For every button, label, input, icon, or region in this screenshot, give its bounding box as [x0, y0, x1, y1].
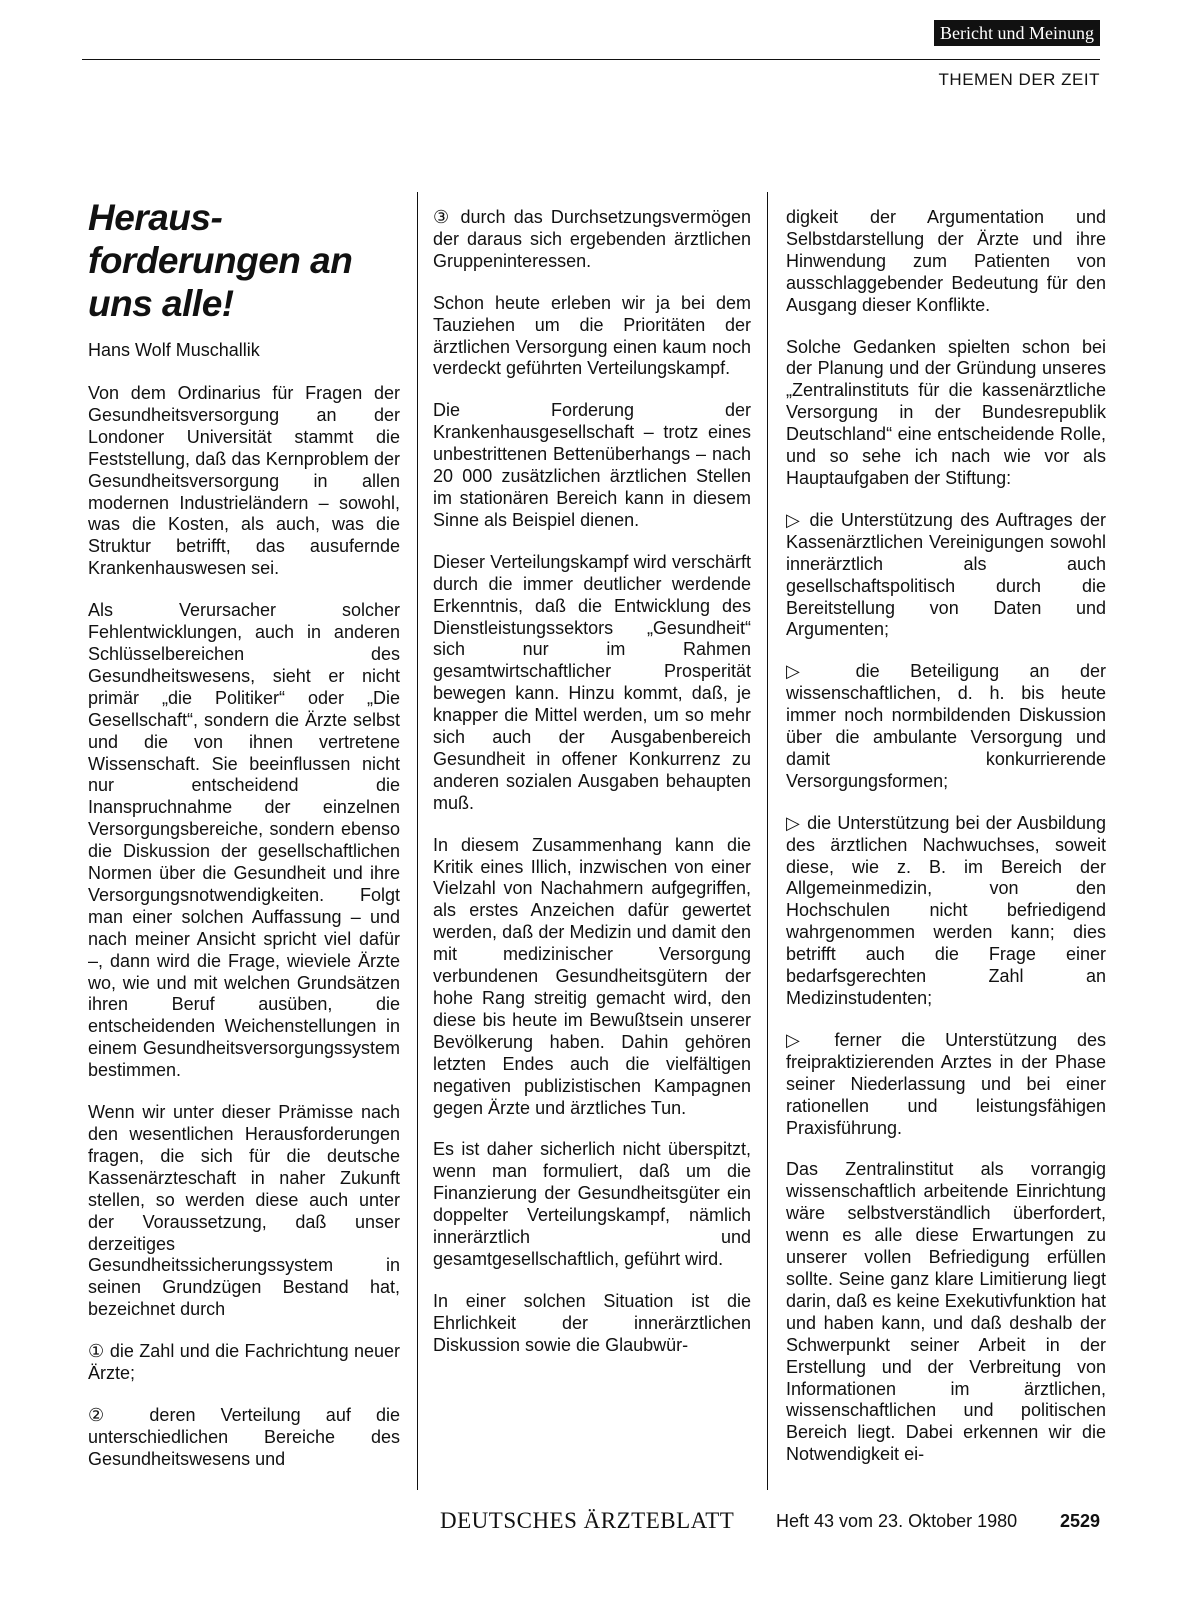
list-item: ▷ die Beteiligung an der wissenschaftlichen, d. h. bis heute immer noch normbildenden Diskussion über die ambulante Versorgung und damit konkurrierende Versorgungsformen;	[786, 661, 1106, 791]
page-footer	[440, 1508, 1100, 1536]
list-item: ▷ ferner die Unterstützung des freipraktizierenden Arztes in der Phase seiner Niederlassung und bei einer rationellen und leistungsfähigen Praxisführung.	[786, 1029, 1106, 1138]
issue-info: Heft 43 vom 23. Oktober 1980	[776, 1511, 1018, 1531]
paragraph: Dieser Verteilungskampf wird verschärft durch die immer deutlicher werdende Erkenntnis, daß die Entwicklung des Dienstleistungssektors „Gesundheit“ sich nur im Rahmen gesamtwirtschaftlicher Prosperität bewegen kann. Hinzu kommt, daß, je knapper die Mittel werden, um so mehr sich auch der Ausgabenbereich Gesundheit in offener Konkurrenz zu anderen sozialen Ausgaben behaupten muß.	[433, 551, 751, 813]
paragraph: Die Forderung der Krankenhausgesellschaft – trotz eines unbestrittenen Bettenüberhangs – nach 20 000 zusätzlichen ärztlichen Stellen im stationären Bereich kann in diesem Sinne als Beispiel dienen.	[433, 400, 751, 530]
text-column-3	[786, 207, 1106, 1486]
paragraph: Solche Gedanken spielten schon bei der Planung und der Gründung unseres „Zentralinstituts für die kassenärztliche Versorgung in der Bundesrepublik Deutschland“ eine entscheidende Rolle, und so sehe ich nach wie vor als Hauptaufgaben der Stiftung:	[786, 336, 1106, 488]
list-item: ▷ die Unterstützung des Auftrages der Kassenärztlichen Vereinigungen sowohl innerärztlich als auch gesellschaftspolitisch durch die Bereitstellung von Daten und Argumenten;	[786, 509, 1106, 640]
list-item: ② deren Verteilung auf die unterschiedlichen Bereiche des Gesundheitswesens und	[88, 1404, 400, 1469]
journal-name: DEUTSCHES ÄRZTEBLATT	[440, 1508, 735, 1533]
list-item: ③ durch das Durchsetzungsvermögen der daraus sich ergebenden ärztlichen Gruppeninteressen.	[433, 207, 751, 271]
column-divider	[417, 192, 418, 1490]
page-number: 2529	[1059, 1511, 1100, 1531]
column-divider	[767, 192, 768, 1490]
paragraph: In diesem Zusammenhang kann die Kritik eines Illich, inzwischen von einer Vielzahl von Nachahmern aufgegriffen, als erstes Anzeichen dafür gewertet werden, daß der Medizin und damit den mit medizinischer Versorgung verbundenen Gesundheitsgütern der hohe Rang streitig gemacht wird, den diese bis heute im Bewußtsein unserer Bevölkerung haben. Dahin gehören letzten Endes auch die vielfältigen negativen publizistischen Kampagnen gegen Ärzte und ärztliches Tun.	[433, 834, 751, 1118]
article-title: Heraus- forderungen an uns alle!	[88, 197, 353, 324]
paragraph: Das Zentralinstitut als vorrangig wissenschaftlich arbeitende Einrichtung wäre selbstverständlich überfordert, wenn es alle diese Erwartungen zu unserer vollen Befriedigung erfüllen sollte. Seine ganz klare Limitierung liegt darin, daß es keine Exekutivfunktion hat und haben kann, und daß deshalb der Schwerpunkt seiner Arbeit in der Erstellung und der Verbreitung von Informationen im ärztlichen, wissenschaftlichen und politischen Bereich liegt. Dabei erkennen wir die Notwendigkeit ei-	[786, 1159, 1106, 1465]
list-item: ▷ die Unterstützung bei der Ausbildung des ärztlichen Nachwuchses, soweit diese, wie z. B. im Bereich der Allgemeinmedizin, von den Hochschulen nicht befriedigend wahrgenommen werden kann; dies betrifft auch die Frage einer bedarfsgerechten Zahl an Medizinstudenten;	[786, 812, 1106, 1008]
section-label: THEMEN DER ZEIT	[938, 70, 1100, 89]
text-column-1	[88, 383, 400, 1491]
section-badge: Bericht und Meinung	[934, 20, 1100, 46]
paragraph: Es ist daher sicherlich nicht überspitzt, wenn man formuliert, daß um die Finanzierung der Gesundheitsgüter ein doppelter Verteilungskampf, nämlich innerärztlich und gesamtgesellschaftlich, geführt wird.	[433, 1139, 751, 1269]
paragraph: Schon heute erleben wir ja bei dem Tauziehen um die Prioritäten der ärztlichen Versorgung einen kaum noch verdeckt geführten Verteilungskampf.	[433, 292, 751, 379]
paragraph: Als Verursacher solcher Fehlentwicklungen, auch in anderen Schlüsselbereichen des Gesundheitswesens, sieht er nicht primär „die Politiker“ oder „Die Gesellschaft“, sondern die Ärzte selbst und die von ihnen vertretene Wissenschaft. Sie beeinflussen nicht nur entscheidend die Inanspruchnahme der einzelnen Versorgungsbereiche, sondern ebenso die Diskussion der gesellschaftlichen Normen über die Gesundheit und ihre Versorgungsnotwendigkeiten. Folgt man einer solchen Auffassung – und nach meiner Ansicht spricht viel dafür –, dann wird die Frage, wieviele Ärzte wo, wie und mit welchen Grundsätzen ihren Beruf ausüben, die entscheidenden Weichenstellungen in einem Gesundheitsversorgungssystem bestimmen.	[88, 600, 400, 1081]
header-rule	[82, 59, 1100, 60]
paragraph: digkeit der Argumentation und Selbstdarstellung der Ärzte und ihre Hinwendung zum Patienten von ausschlaggebender Bedeutung für den Ausgang dieser Konflikte.	[786, 207, 1106, 315]
text-column-2	[433, 207, 751, 1377]
list-item: ① die Zahl und die Fachrichtung neuer Ärzte;	[88, 1341, 400, 1384]
article-author: Hans Wolf Muschallik	[88, 340, 260, 360]
paragraph: Wenn wir unter dieser Prämisse nach den wesentlichen Herausforderungen fragen, die sich für die deutsche Kassenärzteschaft in naher Zukunft stellen, so werden diese auch unter der Voraussetzung, daß unser derzeitiges Gesundheitssicherungssystem in seinen Grundzügen Bestand hat, bezeichnet durch	[88, 1102, 400, 1320]
paragraph: In einer solchen Situation ist die Ehrlichkeit der innerärztlichen Diskussion sowie die Glaubwür-	[433, 1290, 751, 1355]
paragraph: Von dem Ordinarius für Fragen der Gesundheitsversorgung an der Londoner Universität stammt die Feststellung, daß das Kernproblem der Gesundheitsversorgung in allen modernen Industrieländern – sowohl, was die Kosten, als auch, was die Struktur betrifft, das ausufernde Krankenhauswesen sei.	[88, 383, 400, 579]
